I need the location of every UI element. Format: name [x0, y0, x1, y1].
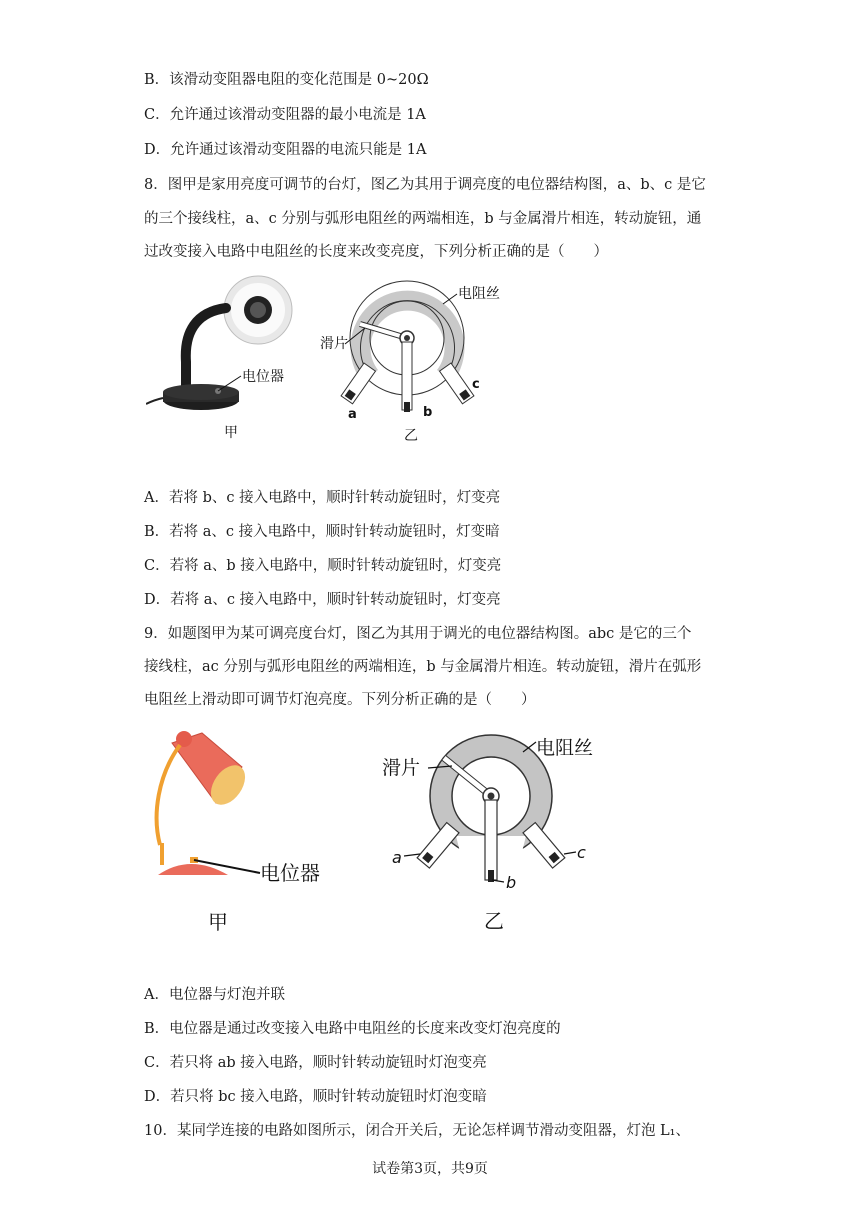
- q8-stem-line3: 过改变接入电路中电阻丝的长度来改变亮度，下列分析正确的是（ ）: [144, 244, 608, 260]
- q8-figure-caption-yi: 乙: [404, 428, 418, 444]
- page-footer: 试卷第3页，共9页: [372, 1161, 488, 1177]
- q8-option-d: D．若将 a、c 接入电路中，顺时针转动旋钮时，灯变亮: [144, 592, 501, 608]
- q9-option-a: A．电位器与灯泡并联: [144, 987, 285, 1003]
- q8-figure-potentiometer: [315, 276, 515, 446]
- q9-figure-lamp-illustration: [150, 725, 340, 940]
- q9-terminal-a-label: a: [392, 848, 402, 867]
- q9-resistance-wire-label: 电阻丝: [536, 737, 594, 759]
- q9-slider-label: 滑片: [382, 757, 421, 779]
- q8-terminal-c-label: c: [472, 377, 480, 392]
- q8-resistance-wire-label: 电阻丝: [458, 286, 500, 302]
- desk-lamp-illustration: [150, 725, 340, 940]
- q9-terminal-c-label: c: [577, 843, 586, 862]
- q8-lamp-potentiometer-label: 电位器: [242, 369, 284, 385]
- q8-terminal-a-label: a: [348, 407, 357, 422]
- q8-option-a: A．若将 b、c 接入电路中，顺时针转动旋钮时，灯变亮: [144, 490, 501, 506]
- q10-stem-line1: 10．某同学连接的电路如图所示，闭合开关后，无论怎样调节滑动变阻器，灯泡 L₁、: [144, 1123, 690, 1139]
- q8-figure-lamp-photo: [146, 272, 296, 442]
- potentiometer-diagram-large: [378, 728, 618, 938]
- q9-option-b: B．电位器是通过改变接入电路中电阻丝的长度来改变灯泡亮度的: [144, 1021, 561, 1037]
- desk-lamp-photo-image: [146, 272, 296, 442]
- q9-terminal-b-label: b: [506, 873, 517, 892]
- q8-stem-line2: 的三个接线柱，a、c 分别与弧形电阻丝的两端相连，b 与金属滑片相连，转动旋钮，通: [144, 211, 702, 227]
- q9-stem-line1: 9．如题图甲为某可调亮度台灯，图乙为其用于调光的电位器结构图。abc 是它的三个: [144, 626, 692, 642]
- q9-option-c: C．若只将 ab 接入电路，顺时针转动旋钮时灯泡变亮: [144, 1055, 487, 1071]
- q8-terminal-b-label: b: [423, 405, 433, 420]
- q8-stem-line1: 8．图甲是家用亮度可调节的台灯，图乙为其用于调亮度的电位器结构图，a、b、c 是它: [144, 177, 706, 193]
- potentiometer-diagram: [315, 276, 515, 446]
- q9-figure-potentiometer: [378, 728, 618, 938]
- q8-slider-label: 滑片: [320, 336, 348, 352]
- q9-lamp-potentiometer-label: 电位器: [260, 861, 320, 885]
- q9-figure-caption-jia: 甲: [208, 910, 228, 934]
- q9-option-d: D．若只将 bc 接入电路，顺时针转动旋钮时灯泡变暗: [144, 1089, 487, 1105]
- q7-option-d: D．允许通过该滑动变阻器的电流只能是 1A: [144, 142, 427, 158]
- q9-stem-line3: 电阻丝上滑动即可调节灯泡亮度。下列分析正确的是（ ）: [144, 692, 536, 708]
- q8-option-b: B．若将 a、c 接入电路中，顺时针转动旋钮时，灯变暗: [144, 524, 500, 540]
- q9-figure-caption-yi: 乙: [484, 909, 504, 933]
- q8-option-c: C．若将 a、b 接入电路中，顺时针转动旋钮时，灯变亮: [144, 558, 502, 574]
- q9-stem-line2: 接线柱，ac 分别与弧形电阻丝的两端相连，b 与金属滑片相连。转动旋钮，滑片在弧形: [144, 659, 702, 675]
- q8-figure-caption-jia: 甲: [224, 425, 238, 441]
- q7-option-c: C．允许通过该滑动变阻器的最小电流是 1A: [144, 107, 426, 123]
- q7-option-b: B．该滑动变阻器电阻的变化范围是 0~20Ω: [144, 72, 429, 88]
